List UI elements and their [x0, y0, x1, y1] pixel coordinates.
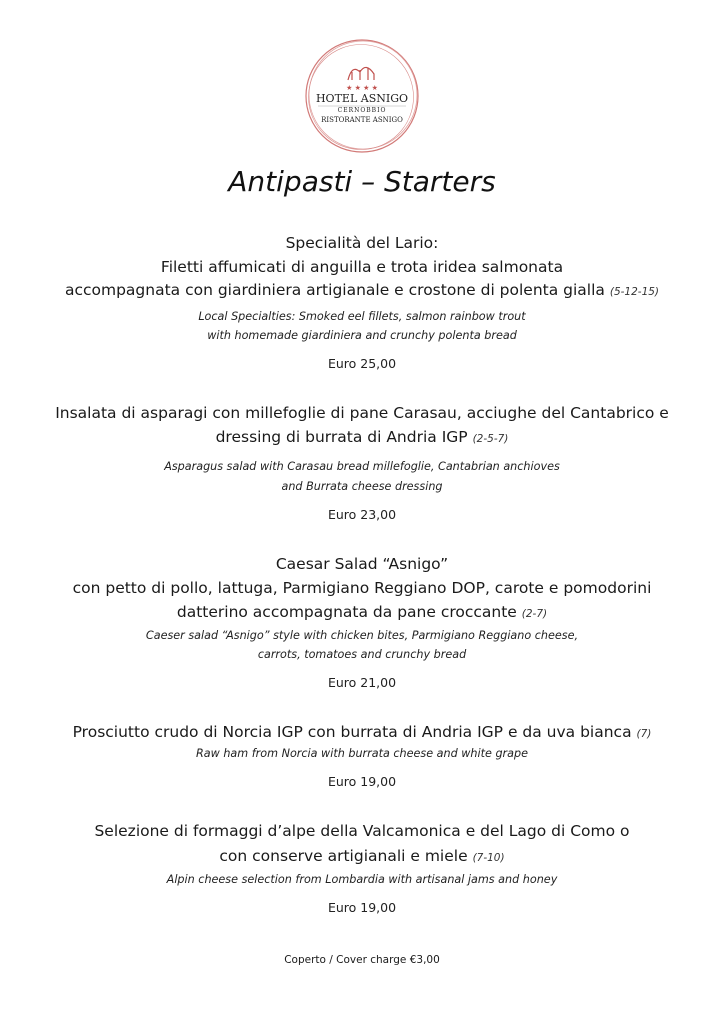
item-description: dressing di burrata di Andria IGP [215, 428, 468, 446]
item-english: with homemade giardiniera and crunchy polenta bread [207, 329, 517, 342]
item-english: and Burrata cheese dressing [281, 480, 443, 493]
allergens: (2-5-7) [472, 433, 509, 445]
item-description-line [0, 601, 724, 623]
svg-text:HOTEL ASNIGO: HOTEL ASNIGO [315, 92, 409, 105]
item-description: datterino accompagnata da pane croccante [176, 603, 517, 621]
item-price: Euro 19,00 [327, 900, 397, 915]
item-description-line [0, 426, 724, 448]
item-price: Euro 21,00 [327, 675, 397, 690]
item-name: Specialità del Lario: [285, 234, 439, 252]
item-price: Euro 23,00 [327, 507, 397, 522]
item-description: con petto di pollo, lattuga, Parmigiano Reggiano DOP, carote e pomodorini [72, 579, 652, 597]
svg-text:★ ★ ★ ★: ★ ★ ★ ★ [346, 84, 378, 92]
allergens: (2-7) [521, 608, 548, 620]
item-name: Insalata di asparagi con millefoglie di pane Carasau, acciughe del Cantabrico e [55, 404, 669, 422]
item-english: carrots, tomatoes and crunchy bread [257, 648, 467, 661]
hotel-logo [302, 36, 422, 156]
item-english: Alpin cheese selection from Lombardia with artisanal jams and honey [166, 873, 558, 886]
item-english: Asparagus salad with Carasau bread millefoglie, Cantabrian anchioves [164, 460, 560, 473]
item-price: Euro 25,00 [327, 356, 397, 371]
item-description-line [0, 279, 724, 301]
allergens: (7-10) [472, 852, 505, 864]
item-name: Prosciutto crudo di Norcia IGP con burrata di Andria IGP e da uva bianca [72, 723, 632, 741]
item-name-line [0, 721, 724, 743]
svg-text:CERNOBBIO: CERNOBBIO [337, 107, 387, 114]
item-description-line [0, 845, 724, 867]
item-english: Caeser salad “Asnigo” style with chicken bites, Parmigiano Reggiano cheese, [145, 629, 579, 642]
cover-charge: Coperto / Cover charge €3,00 [284, 954, 440, 966]
item-description: Filetti affumicati di anguilla e trota iridea salmonata [160, 258, 564, 276]
item-description: con conserve artigianali e miele [219, 847, 468, 865]
allergens: (5-12-15) [609, 286, 660, 298]
item-description: accompagnata con giardiniera artigianale e crostone di polenta gialla [64, 281, 605, 299]
svg-text:RISTORANTE ASNIGO: RISTORANTE ASNIGO [321, 116, 403, 124]
item-english: Local Specialties: Smoked eel fillets, salmon rainbow trout [198, 310, 526, 323]
page-title: Antipasti – Starters [228, 165, 496, 198]
item-name: Selezione di formaggi d’alpe della Valcamonica e del Lago di Como o [94, 822, 630, 840]
allergens: (7) [636, 728, 652, 740]
item-name: Caesar Salad “Asnigo” [275, 555, 449, 573]
item-english: Raw ham from Norcia with burrata cheese and white grape [196, 747, 528, 760]
item-price: Euro 19,00 [327, 774, 397, 789]
